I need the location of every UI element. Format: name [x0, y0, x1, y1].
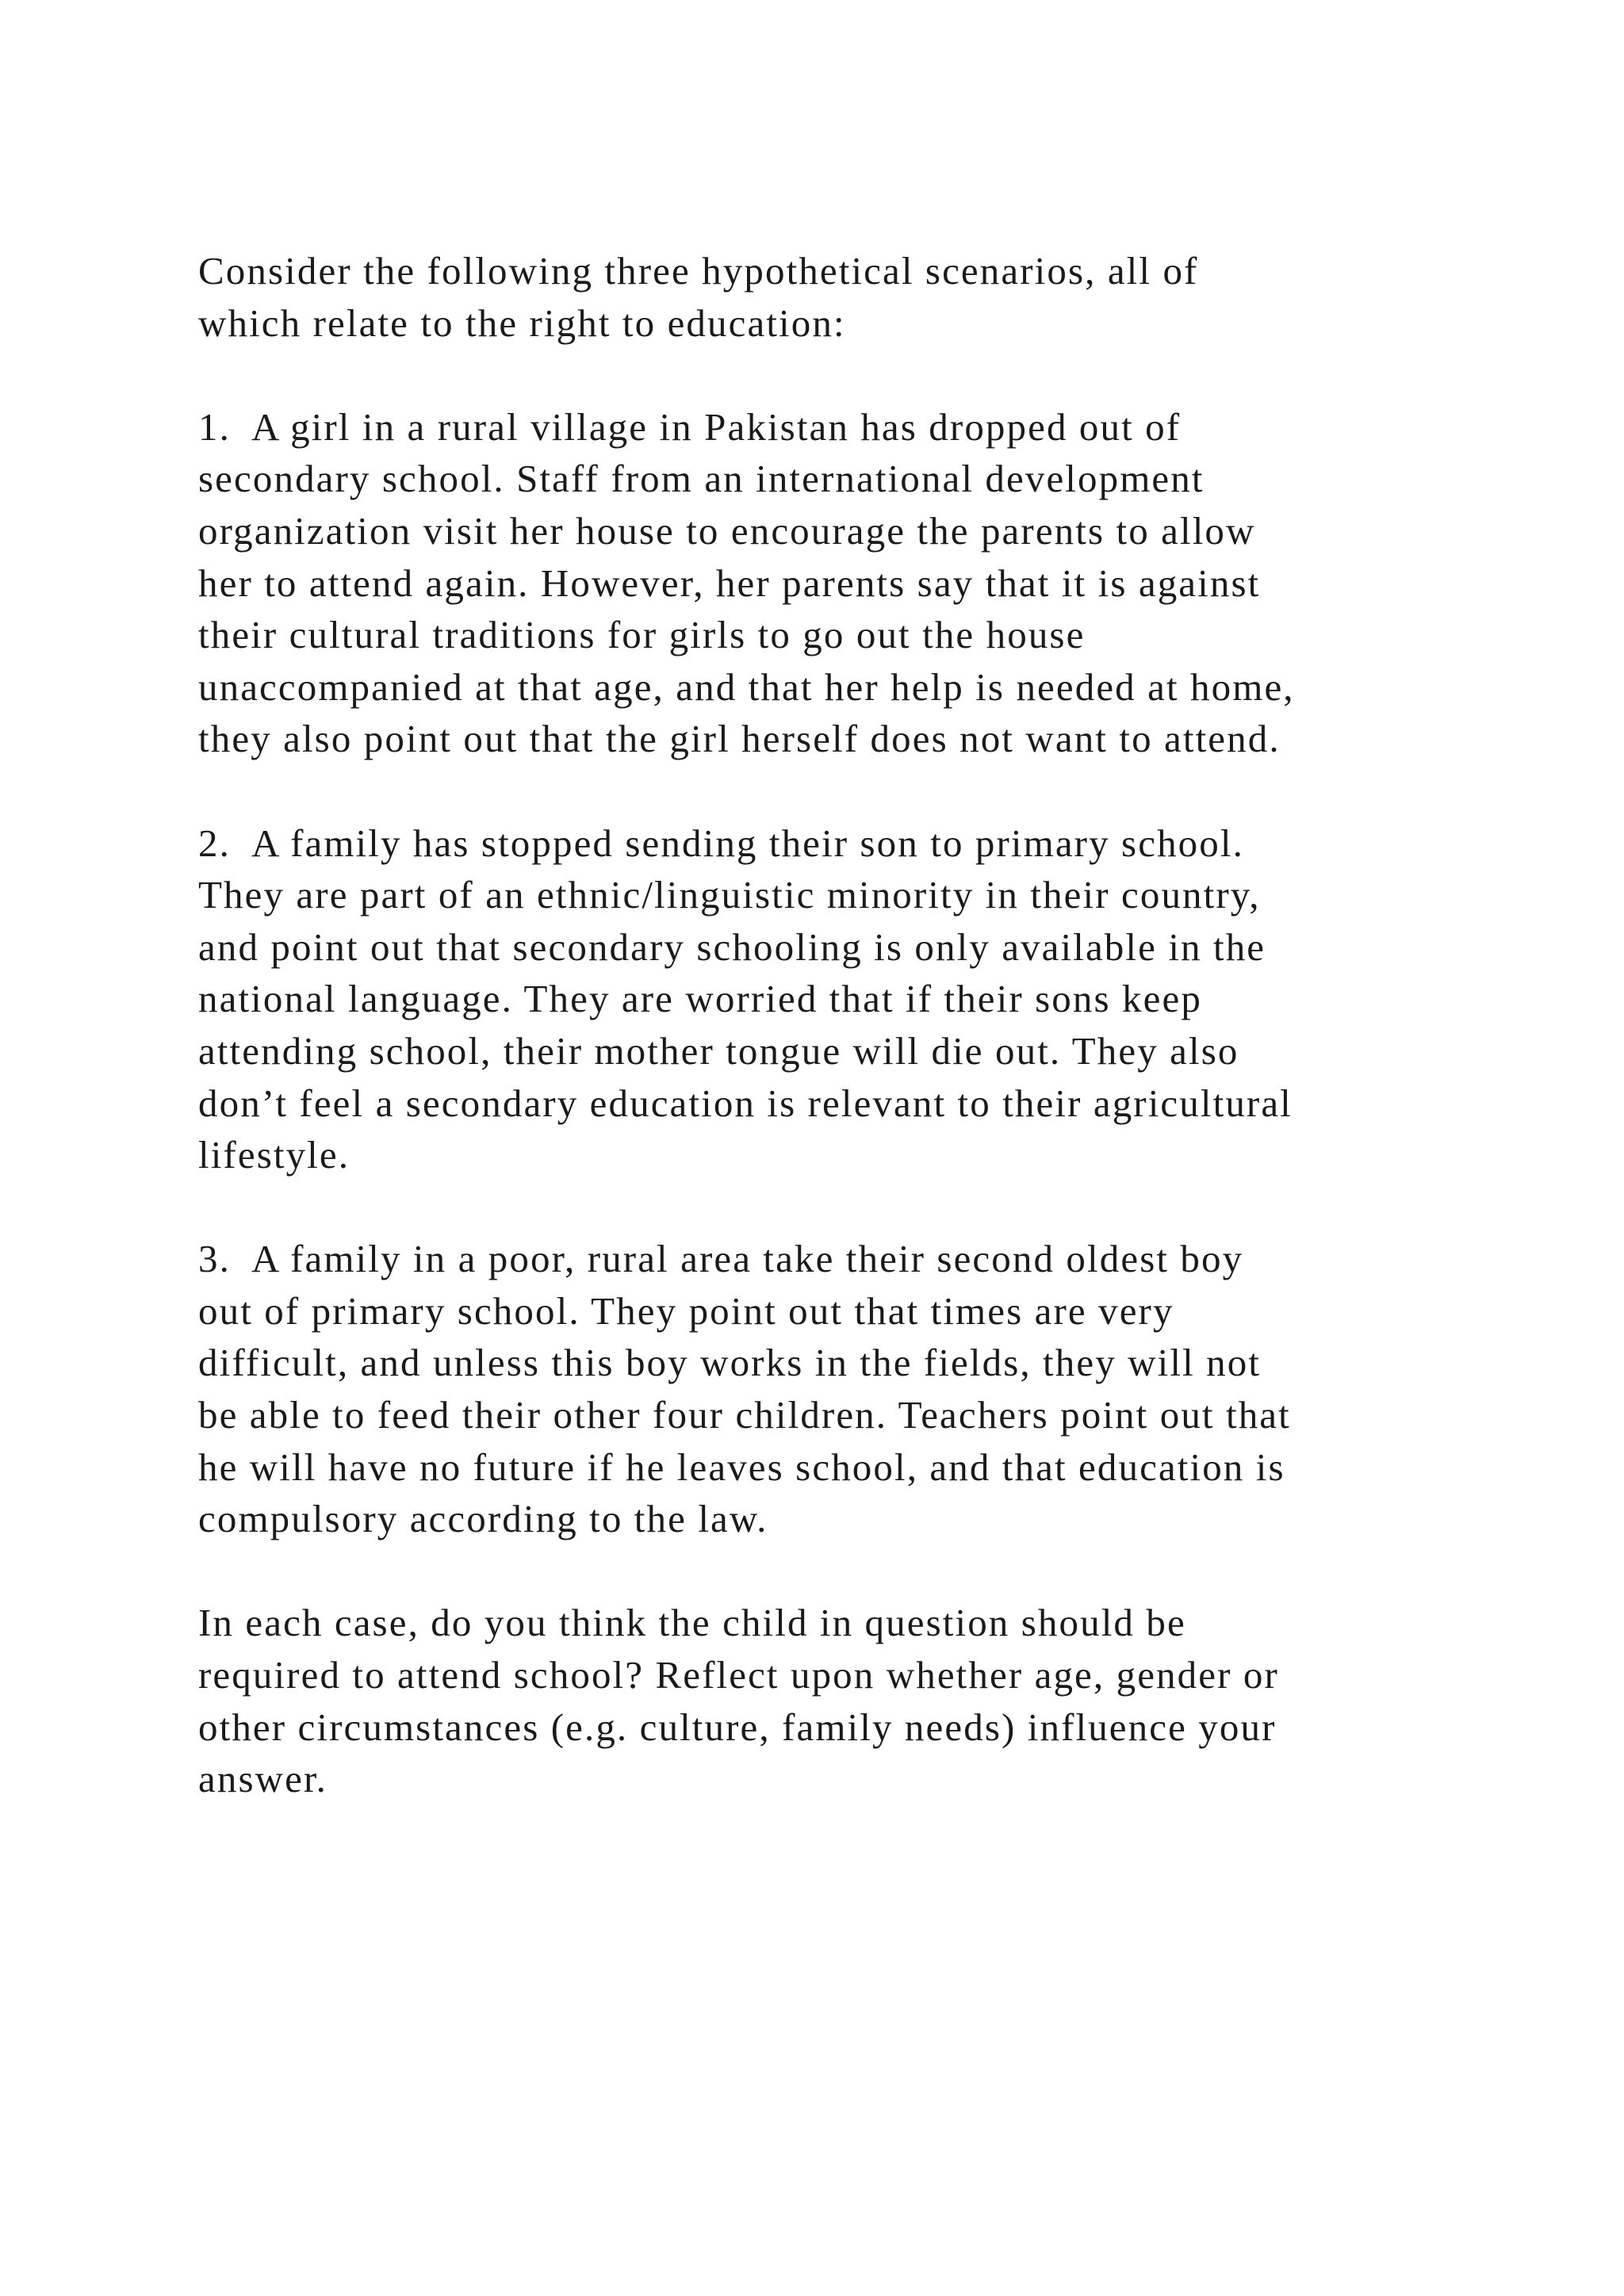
text-line: answer. [198, 1757, 328, 1801]
scenario-2-paragraph [198, 817, 1507, 1181]
text-line: unaccompanied at that age, and that her help is needed at home, [198, 664, 1295, 709]
intro-paragraph [198, 245, 1507, 349]
text-line: be able to feed their other four children. Teachers point out that [198, 1393, 1291, 1437]
text-line: Consider the following three hypothetical scenarios, all of [198, 249, 1199, 293]
text-line: which relate to the right to education: [198, 300, 846, 345]
text-line: their cultural traditions for girls to go out the house [198, 613, 1086, 657]
text-line: her to attend again. However, her parents say that it is against [198, 561, 1261, 605]
text-line: 3. A family in a poor, rural area take their second oldest boy [198, 1237, 1244, 1281]
text-line: don’t feel a secondary education is relevant to their agricultural [198, 1081, 1293, 1125]
scenario-1-paragraph [198, 401, 1507, 765]
text-line: out of primary school. They point out that times are very [198, 1288, 1174, 1333]
text-line: national language. They are worried that if their sons keep [198, 977, 1202, 1021]
text-line: compulsory according to the law. [198, 1497, 768, 1541]
text-line: 2. A family has stopped sending their son to primary school. [198, 821, 1244, 865]
document-body [198, 245, 1507, 1857]
text-line: 1. A girl in a rural village in Pakistan has dropped out of [198, 404, 1182, 449]
scenario-3-paragraph [198, 1233, 1507, 1545]
text-line: other circumstances (e.g. culture, family needs) influence your [198, 1705, 1277, 1749]
text-line: In each case, do you think the child in question should be [198, 1601, 1186, 1645]
text-line: required to attend school? Reflect upon whether age, gender or [198, 1653, 1279, 1697]
text-line: attending school, their mother tongue will die out. They also [198, 1028, 1239, 1073]
text-line: secondary school. Staff from an international development [198, 457, 1205, 501]
text-line: They are part of an ethnic/linguistic minority in their country, [198, 873, 1261, 917]
text-line: lifestyle. [198, 1133, 350, 1177]
text-line: he will have no future if he leaves school, and that education is [198, 1445, 1285, 1489]
question-paragraph [198, 1597, 1507, 1804]
text-line: they also point out that the girl herself does not want to attend. [198, 717, 1281, 761]
text-line: and point out that secondary schooling is only available in the [198, 924, 1266, 969]
text-line: difficult, and unless this boy works in the fields, they will not [198, 1341, 1262, 1385]
text-line: organization visit her house to encourage the parents to allow [198, 508, 1256, 553]
